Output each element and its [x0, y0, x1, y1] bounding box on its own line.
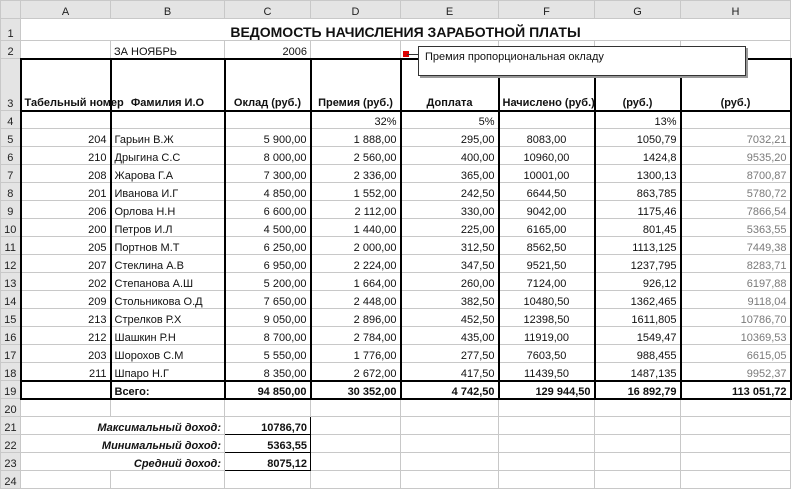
cell-h4[interactable] — [681, 111, 791, 129]
table-row — [1, 237, 791, 255]
bonus-cell[interactable]: 2 224,00 — [311, 255, 401, 273]
empty-cell[interactable] — [499, 453, 595, 471]
header-name[interactable]: Фамилия И.О — [111, 59, 225, 111]
tab-number-cell[interactable]: 205 — [21, 237, 111, 255]
row-header-18[interactable]: 18 — [1, 363, 21, 381]
salary-cell[interactable]: 6 950,00 — [225, 255, 311, 273]
empty-cell[interactable] — [401, 435, 499, 453]
empty-cell[interactable] — [595, 471, 681, 489]
extra-cell[interactable]: 365,00 — [401, 165, 499, 183]
row-header-15[interactable]: 15 — [1, 309, 21, 327]
cell-c4[interactable] — [225, 111, 311, 129]
bonus-cell[interactable]: 2 448,00 — [311, 291, 401, 309]
tab-number-cell[interactable]: 202 — [21, 273, 111, 291]
cell-d2[interactable] — [311, 41, 401, 59]
accrued-cell[interactable]: 11439,50 — [499, 363, 595, 381]
column-header-d[interactable]: D — [311, 1, 401, 19]
total-deduction[interactable]: 16 892,79 — [595, 381, 681, 399]
row-header-8[interactable]: 8 — [1, 183, 21, 201]
employee-name-cell[interactable]: Степанова А.Ш — [111, 273, 225, 291]
employee-name-cell[interactable]: Портнов М.Т — [111, 237, 225, 255]
column-header-g[interactable]: G — [595, 1, 681, 19]
column-header-e[interactable]: E — [401, 1, 499, 19]
payout-cell[interactable]: 10369,53 — [681, 327, 791, 345]
table-row — [1, 273, 791, 291]
row-header-9[interactable]: 9 — [1, 201, 21, 219]
tab-number-cell[interactable]: 206 — [21, 201, 111, 219]
tab-number-cell[interactable]: 212 — [21, 327, 111, 345]
salary-cell[interactable]: 8 700,00 — [225, 327, 311, 345]
column-header-a[interactable]: A — [21, 1, 111, 19]
empty-cell[interactable] — [21, 471, 111, 489]
salary-cell[interactable]: 8 000,00 — [225, 147, 311, 165]
employee-name-cell[interactable]: Шорохов С.М — [111, 345, 225, 363]
tab-number-cell[interactable]: 208 — [21, 165, 111, 183]
empty-cell[interactable] — [311, 471, 401, 489]
accrued-cell[interactable]: 10001,00 — [499, 165, 595, 183]
accrued-cell[interactable]: 9042,00 — [499, 201, 595, 219]
payout-cell[interactable]: 6615,05 — [681, 345, 791, 363]
empty-cell[interactable] — [401, 399, 499, 417]
empty-cell[interactable] — [499, 399, 595, 417]
empty-cell[interactable] — [681, 417, 791, 435]
salary-cell[interactable]: 5 550,00 — [225, 345, 311, 363]
tab-number-cell[interactable]: 204 — [21, 129, 111, 147]
empty-cell[interactable] — [681, 471, 791, 489]
salary-cell[interactable]: 4 850,00 — [225, 183, 311, 201]
salary-cell[interactable]: 8 350,00 — [225, 363, 311, 381]
empty-cell[interactable] — [225, 399, 311, 417]
extra-cell[interactable]: 277,50 — [401, 345, 499, 363]
cell-a19[interactable] — [21, 381, 111, 399]
row-header-21[interactable]: 21 — [1, 417, 21, 435]
summary-avg-value[interactable]: 8075,12 — [225, 453, 311, 471]
employee-name-cell[interactable]: Шашкин Р.Н — [111, 327, 225, 345]
accrued-cell[interactable]: 9521,50 — [499, 255, 595, 273]
employee-name-cell[interactable]: Жарова Г.А — [111, 165, 225, 183]
employee-name-cell[interactable]: Стрелков Р.Х — [111, 309, 225, 327]
payout-cell[interactable]: 10786,70 — [681, 309, 791, 327]
employee-name-cell[interactable]: Гарьин В.Ж — [111, 129, 225, 147]
empty-cell[interactable] — [111, 399, 225, 417]
cell-f4[interactable] — [499, 111, 595, 129]
empty-cell[interactable] — [499, 435, 595, 453]
employee-name-cell[interactable]: Шпаро Н.Г — [111, 363, 225, 381]
row-header-1[interactable]: 1 — [1, 19, 21, 41]
select-all-corner[interactable] — [1, 1, 21, 19]
empty-cell[interactable] — [595, 417, 681, 435]
extra-cell[interactable]: 382,50 — [401, 291, 499, 309]
bonus-percent[interactable]: 32% — [311, 111, 401, 129]
tab-number-cell[interactable]: 210 — [21, 147, 111, 165]
empty-cell[interactable] — [401, 453, 499, 471]
empty-cell[interactable] — [225, 471, 311, 489]
row-header-5[interactable]: 5 — [1, 129, 21, 147]
accrued-cell[interactable]: 7603,50 — [499, 345, 595, 363]
row-header-3[interactable]: 3 — [1, 59, 21, 111]
row-header-2[interactable]: 2 — [1, 41, 21, 59]
summary-max-value[interactable]: 10786,70 — [225, 417, 311, 435]
empty-cell[interactable] — [311, 399, 401, 417]
row-header-23[interactable]: 23 — [1, 453, 21, 471]
deduction-cell[interactable]: 988,455 — [595, 345, 681, 363]
table-row — [1, 183, 791, 201]
table-row — [1, 219, 791, 237]
table-row — [1, 255, 791, 273]
payout-cell[interactable]: 7866,54 — [681, 201, 791, 219]
cell-b4[interactable] — [111, 111, 225, 129]
extra-cell[interactable]: 225,00 — [401, 219, 499, 237]
row-header-17[interactable]: 17 — [1, 345, 21, 363]
bonus-cell[interactable]: 1 440,00 — [311, 219, 401, 237]
summary-max-label[interactable]: Максимальный доход: — [21, 417, 225, 435]
extra-cell[interactable]: 400,00 — [401, 147, 499, 165]
deduction-cell[interactable]: 1300,13 — [595, 165, 681, 183]
accrued-cell[interactable]: 6644,50 — [499, 183, 595, 201]
row-header-24[interactable]: 24 — [1, 471, 21, 489]
accrued-cell[interactable]: 8562,50 — [499, 237, 595, 255]
row-header-11[interactable]: 11 — [1, 237, 21, 255]
employee-name-cell[interactable]: Стольникова О.Д — [111, 291, 225, 309]
empty-cell[interactable] — [681, 453, 791, 471]
empty-cell[interactable] — [111, 471, 225, 489]
deduction-cell[interactable]: 1487,135 — [595, 363, 681, 381]
empty-cell[interactable] — [311, 453, 401, 471]
empty-cell[interactable] — [681, 399, 791, 417]
summary-row-avg — [1, 453, 791, 471]
extra-cell[interactable]: 312,50 — [401, 237, 499, 255]
sheet-title[interactable]: ВЕДОМОСТЬ НАЧИСЛЕНИЯ ЗАРАБОТНОЙ ПЛАТЫ — [21, 19, 791, 41]
empty-cell[interactable] — [681, 435, 791, 453]
salary-cell[interactable]: 7 300,00 — [225, 165, 311, 183]
header-accrued[interactable]: Начислено (руб.) — [499, 59, 595, 111]
payout-cell[interactable]: 7032,21 — [681, 129, 791, 147]
deduction-cell[interactable]: 1424,8 — [595, 147, 681, 165]
accrued-cell[interactable]: 6165,00 — [499, 219, 595, 237]
deduction-cell[interactable]: 863,785 — [595, 183, 681, 201]
extra-cell[interactable]: 452,50 — [401, 309, 499, 327]
employee-name-cell[interactable]: Стеклина А.В — [111, 255, 225, 273]
salary-cell[interactable]: 4 500,00 — [225, 219, 311, 237]
bonus-cell[interactable]: 2 560,00 — [311, 147, 401, 165]
accrued-cell[interactable]: 10960,00 — [499, 147, 595, 165]
row-header-7[interactable]: 7 — [1, 165, 21, 183]
accrued-cell[interactable]: 10480,50 — [499, 291, 595, 309]
extra-cell[interactable]: 295,00 — [401, 129, 499, 147]
summary-row-min — [1, 435, 791, 453]
accrued-cell[interactable]: 7124,00 — [499, 273, 595, 291]
bonus-cell[interactable]: 1 664,00 — [311, 273, 401, 291]
header-bonus[interactable]: Премия (руб.) — [311, 59, 401, 111]
extra-cell[interactable]: 417,50 — [401, 363, 499, 381]
accrued-cell[interactable]: 12398,50 — [499, 309, 595, 327]
salary-cell[interactable]: 5 200,00 — [225, 273, 311, 291]
total-bonus[interactable]: 30 352,00 — [311, 381, 401, 399]
empty-cell[interactable] — [595, 435, 681, 453]
deduction-cell[interactable]: 1611,805 — [595, 309, 681, 327]
column-header-f[interactable]: F — [499, 1, 595, 19]
bonus-cell[interactable]: 2 112,00 — [311, 201, 401, 219]
empty-cell[interactable] — [499, 471, 595, 489]
total-extra[interactable]: 4 742,50 — [401, 381, 499, 399]
row-header-12[interactable]: 12 — [1, 255, 21, 273]
cell-comment-popup[interactable]: Премия пропорциональная окладу — [418, 46, 746, 76]
deduction-cell[interactable]: 1113,125 — [595, 237, 681, 255]
bonus-cell[interactable]: 2 672,00 — [311, 363, 401, 381]
period-label[interactable]: ЗА НОЯБРЬ — [111, 41, 225, 59]
payout-cell[interactable]: 9535,20 — [681, 147, 791, 165]
table-row — [1, 201, 791, 219]
deduction-cell[interactable]: 1362,465 — [595, 291, 681, 309]
summary-min-value[interactable]: 5363,55 — [225, 435, 311, 453]
row-header-14[interactable]: 14 — [1, 291, 21, 309]
extra-cell[interactable]: 347,50 — [401, 255, 499, 273]
empty-cell[interactable] — [499, 417, 595, 435]
total-accrued[interactable]: 129 944,50 — [499, 381, 595, 399]
bonus-cell[interactable]: 1 776,00 — [311, 345, 401, 363]
tab-number-cell[interactable]: 211 — [21, 363, 111, 381]
tab-number-cell[interactable]: 200 — [21, 219, 111, 237]
bonus-cell[interactable]: 2 896,00 — [311, 309, 401, 327]
column-header-c[interactable]: C — [225, 1, 311, 19]
column-header-b[interactable]: B — [111, 1, 225, 19]
empty-cell[interactable] — [595, 399, 681, 417]
bonus-cell[interactable]: 2 000,00 — [311, 237, 401, 255]
empty-cell[interactable] — [21, 399, 111, 417]
extra-cell[interactable]: 260,00 — [401, 273, 499, 291]
totals-row — [1, 381, 791, 399]
summary-row-max — [1, 417, 791, 435]
deduction-cell[interactable]: 1237,795 — [595, 255, 681, 273]
empty-cell[interactable] — [595, 453, 681, 471]
employee-name-cell[interactable]: Дрыгина С.С — [111, 147, 225, 165]
deduction-cell[interactable]: 1549,47 — [595, 327, 681, 345]
payout-cell[interactable]: 5363,55 — [681, 219, 791, 237]
header-deduction[interactable]: (руб.) — [595, 59, 681, 111]
row-header-10[interactable]: 10 — [1, 219, 21, 237]
payout-cell[interactable]: 7449,38 — [681, 237, 791, 255]
table-row — [1, 147, 791, 165]
payout-cell[interactable]: 8283,71 — [681, 255, 791, 273]
accrued-cell[interactable]: 11919,00 — [499, 327, 595, 345]
payout-cell[interactable]: 9952,37 — [681, 363, 791, 381]
row-header-22[interactable]: 22 — [1, 435, 21, 453]
empty-cell[interactable] — [311, 435, 401, 453]
totals-label[interactable]: Всего: — [111, 381, 225, 399]
payout-cell[interactable]: 5780,72 — [681, 183, 791, 201]
payout-cell[interactable]: 6197,88 — [681, 273, 791, 291]
column-header-h[interactable]: H — [681, 1, 791, 19]
summary-avg-label[interactable]: Средний доход: — [21, 453, 225, 471]
extra-cell[interactable]: 435,00 — [401, 327, 499, 345]
deduction-cell[interactable]: 926,12 — [595, 273, 681, 291]
extra-cell[interactable]: 242,50 — [401, 183, 499, 201]
accrued-cell[interactable]: 8083,00 — [499, 129, 595, 147]
cell-a4[interactable] — [21, 111, 111, 129]
row-header-4[interactable]: 4 — [1, 111, 21, 129]
tab-number-cell[interactable]: 213 — [21, 309, 111, 327]
row-header-6[interactable]: 6 — [1, 147, 21, 165]
employee-name-cell[interactable]: Иванова И.Г — [111, 183, 225, 201]
total-salary[interactable]: 94 850,00 — [225, 381, 311, 399]
table-row — [1, 309, 791, 327]
table-row — [1, 291, 791, 309]
deduction-cell[interactable]: 1175,46 — [595, 201, 681, 219]
employee-name-cell[interactable]: Орлова Н.Н — [111, 201, 225, 219]
deduction-percent[interactable]: 13% — [595, 111, 681, 129]
summary-min-label[interactable]: Минимальный доход: — [21, 435, 225, 453]
empty-cell[interactable] — [401, 471, 499, 489]
header-salary[interactable]: Оклад (руб.) — [225, 59, 311, 111]
extra-percent[interactable]: 5% — [401, 111, 499, 129]
salary-cell[interactable]: 9 050,00 — [225, 309, 311, 327]
deduction-cell[interactable]: 1050,79 — [595, 129, 681, 147]
tab-number-cell[interactable]: 201 — [21, 183, 111, 201]
extra-cell[interactable]: 330,00 — [401, 201, 499, 219]
tab-number-cell[interactable]: 209 — [21, 291, 111, 309]
bonus-cell[interactable]: 2 336,00 — [311, 165, 401, 183]
tab-number-cell[interactable]: 203 — [21, 345, 111, 363]
table-row — [1, 363, 791, 381]
employee-name-cell[interactable]: Петров И.Л — [111, 219, 225, 237]
row-header-16[interactable]: 16 — [1, 327, 21, 345]
empty-cell[interactable] — [401, 417, 499, 435]
header-tab-number[interactable]: Табельный номер — [21, 59, 111, 111]
row-header-19[interactable]: 19 — [1, 381, 21, 399]
table-row — [1, 327, 791, 345]
tab-number-cell[interactable]: 207 — [21, 255, 111, 273]
bonus-cell[interactable]: 2 784,00 — [311, 327, 401, 345]
empty-cell[interactable] — [311, 417, 401, 435]
header-extra[interactable]: Доплата — [401, 59, 499, 111]
row-header-20[interactable]: 20 — [1, 399, 21, 417]
total-payout[interactable]: 113 051,72 — [681, 381, 791, 399]
row-header-13[interactable]: 13 — [1, 273, 21, 291]
table-row — [1, 165, 791, 183]
payout-cell[interactable]: 8700,87 — [681, 165, 791, 183]
salary-cell[interactable]: 6 600,00 — [225, 201, 311, 219]
header-payout[interactable]: (руб.) — [681, 59, 791, 111]
salary-cell[interactable]: 6 250,00 — [225, 237, 311, 255]
bonus-cell[interactable]: 1 888,00 — [311, 129, 401, 147]
salary-cell[interactable]: 7 650,00 — [225, 291, 311, 309]
deduction-cell[interactable]: 801,45 — [595, 219, 681, 237]
cell-a2[interactable] — [21, 41, 111, 59]
salary-cell[interactable]: 5 900,00 — [225, 129, 311, 147]
table-row — [1, 129, 791, 147]
year-cell[interactable]: 2006 — [225, 41, 311, 59]
payout-cell[interactable]: 9118,04 — [681, 291, 791, 309]
bonus-cell[interactable]: 1 552,00 — [311, 183, 401, 201]
table-row — [1, 345, 791, 363]
